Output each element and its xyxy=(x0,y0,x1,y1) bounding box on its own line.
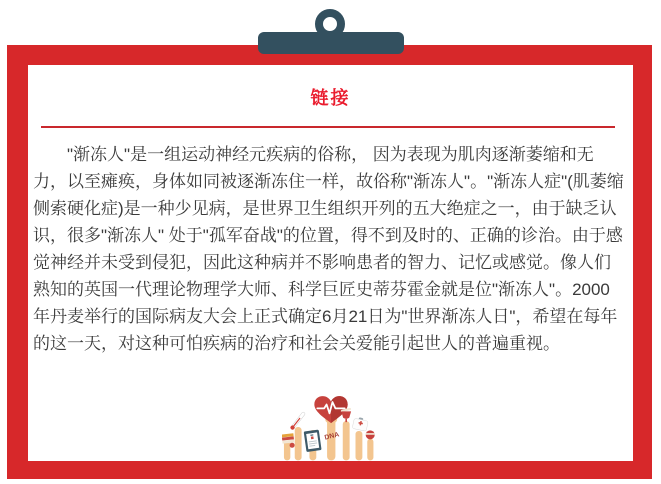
first-aid-kit-icon xyxy=(352,416,368,431)
article-paragraph: "渐冻人"是一组运动神经元疾病的俗称， 因为表现为肌肉逐渐萎缩和无力，以至瘫痪，身体如同被逐渐冻住一样，故俗称"渐冻人"。"渐冻人症"(肌萎缩侧索硬化症)是一种少见病，是世界卫生组织开列的五大绝症之一，由于缺乏认识，很多"渐冻人" 处于"孤军奋战"的位置，得不到及时的、正确的诊治。由于感觉神经并未受到侵犯，因此这种病并不影响患者的智力、记忆或感觉。像人们熟知的英国一代理论物理学大师、科学巨匠史蒂芬霍金就是位"渐冻人"。2000年丹麦举行的国际病友大会上正式确定6月21日为"世界渐冻人日"，希望在每年的这一天，对这种可怕疾病的治疗和社会关爱能引起世人的普遍重视。 xyxy=(33,145,624,353)
title-divider xyxy=(41,126,615,128)
red-bowl-icon xyxy=(365,430,374,439)
clipboard-cross-icon xyxy=(303,430,321,452)
red-frame xyxy=(7,45,652,479)
raised-hands-medical-illustration xyxy=(282,395,380,461)
clipboard-clip-icon xyxy=(258,32,404,54)
medicine-glass-icon xyxy=(340,408,351,423)
dna-letters: DNA xyxy=(323,431,340,442)
content-card xyxy=(28,65,633,461)
page-title: 链接 xyxy=(310,88,351,108)
